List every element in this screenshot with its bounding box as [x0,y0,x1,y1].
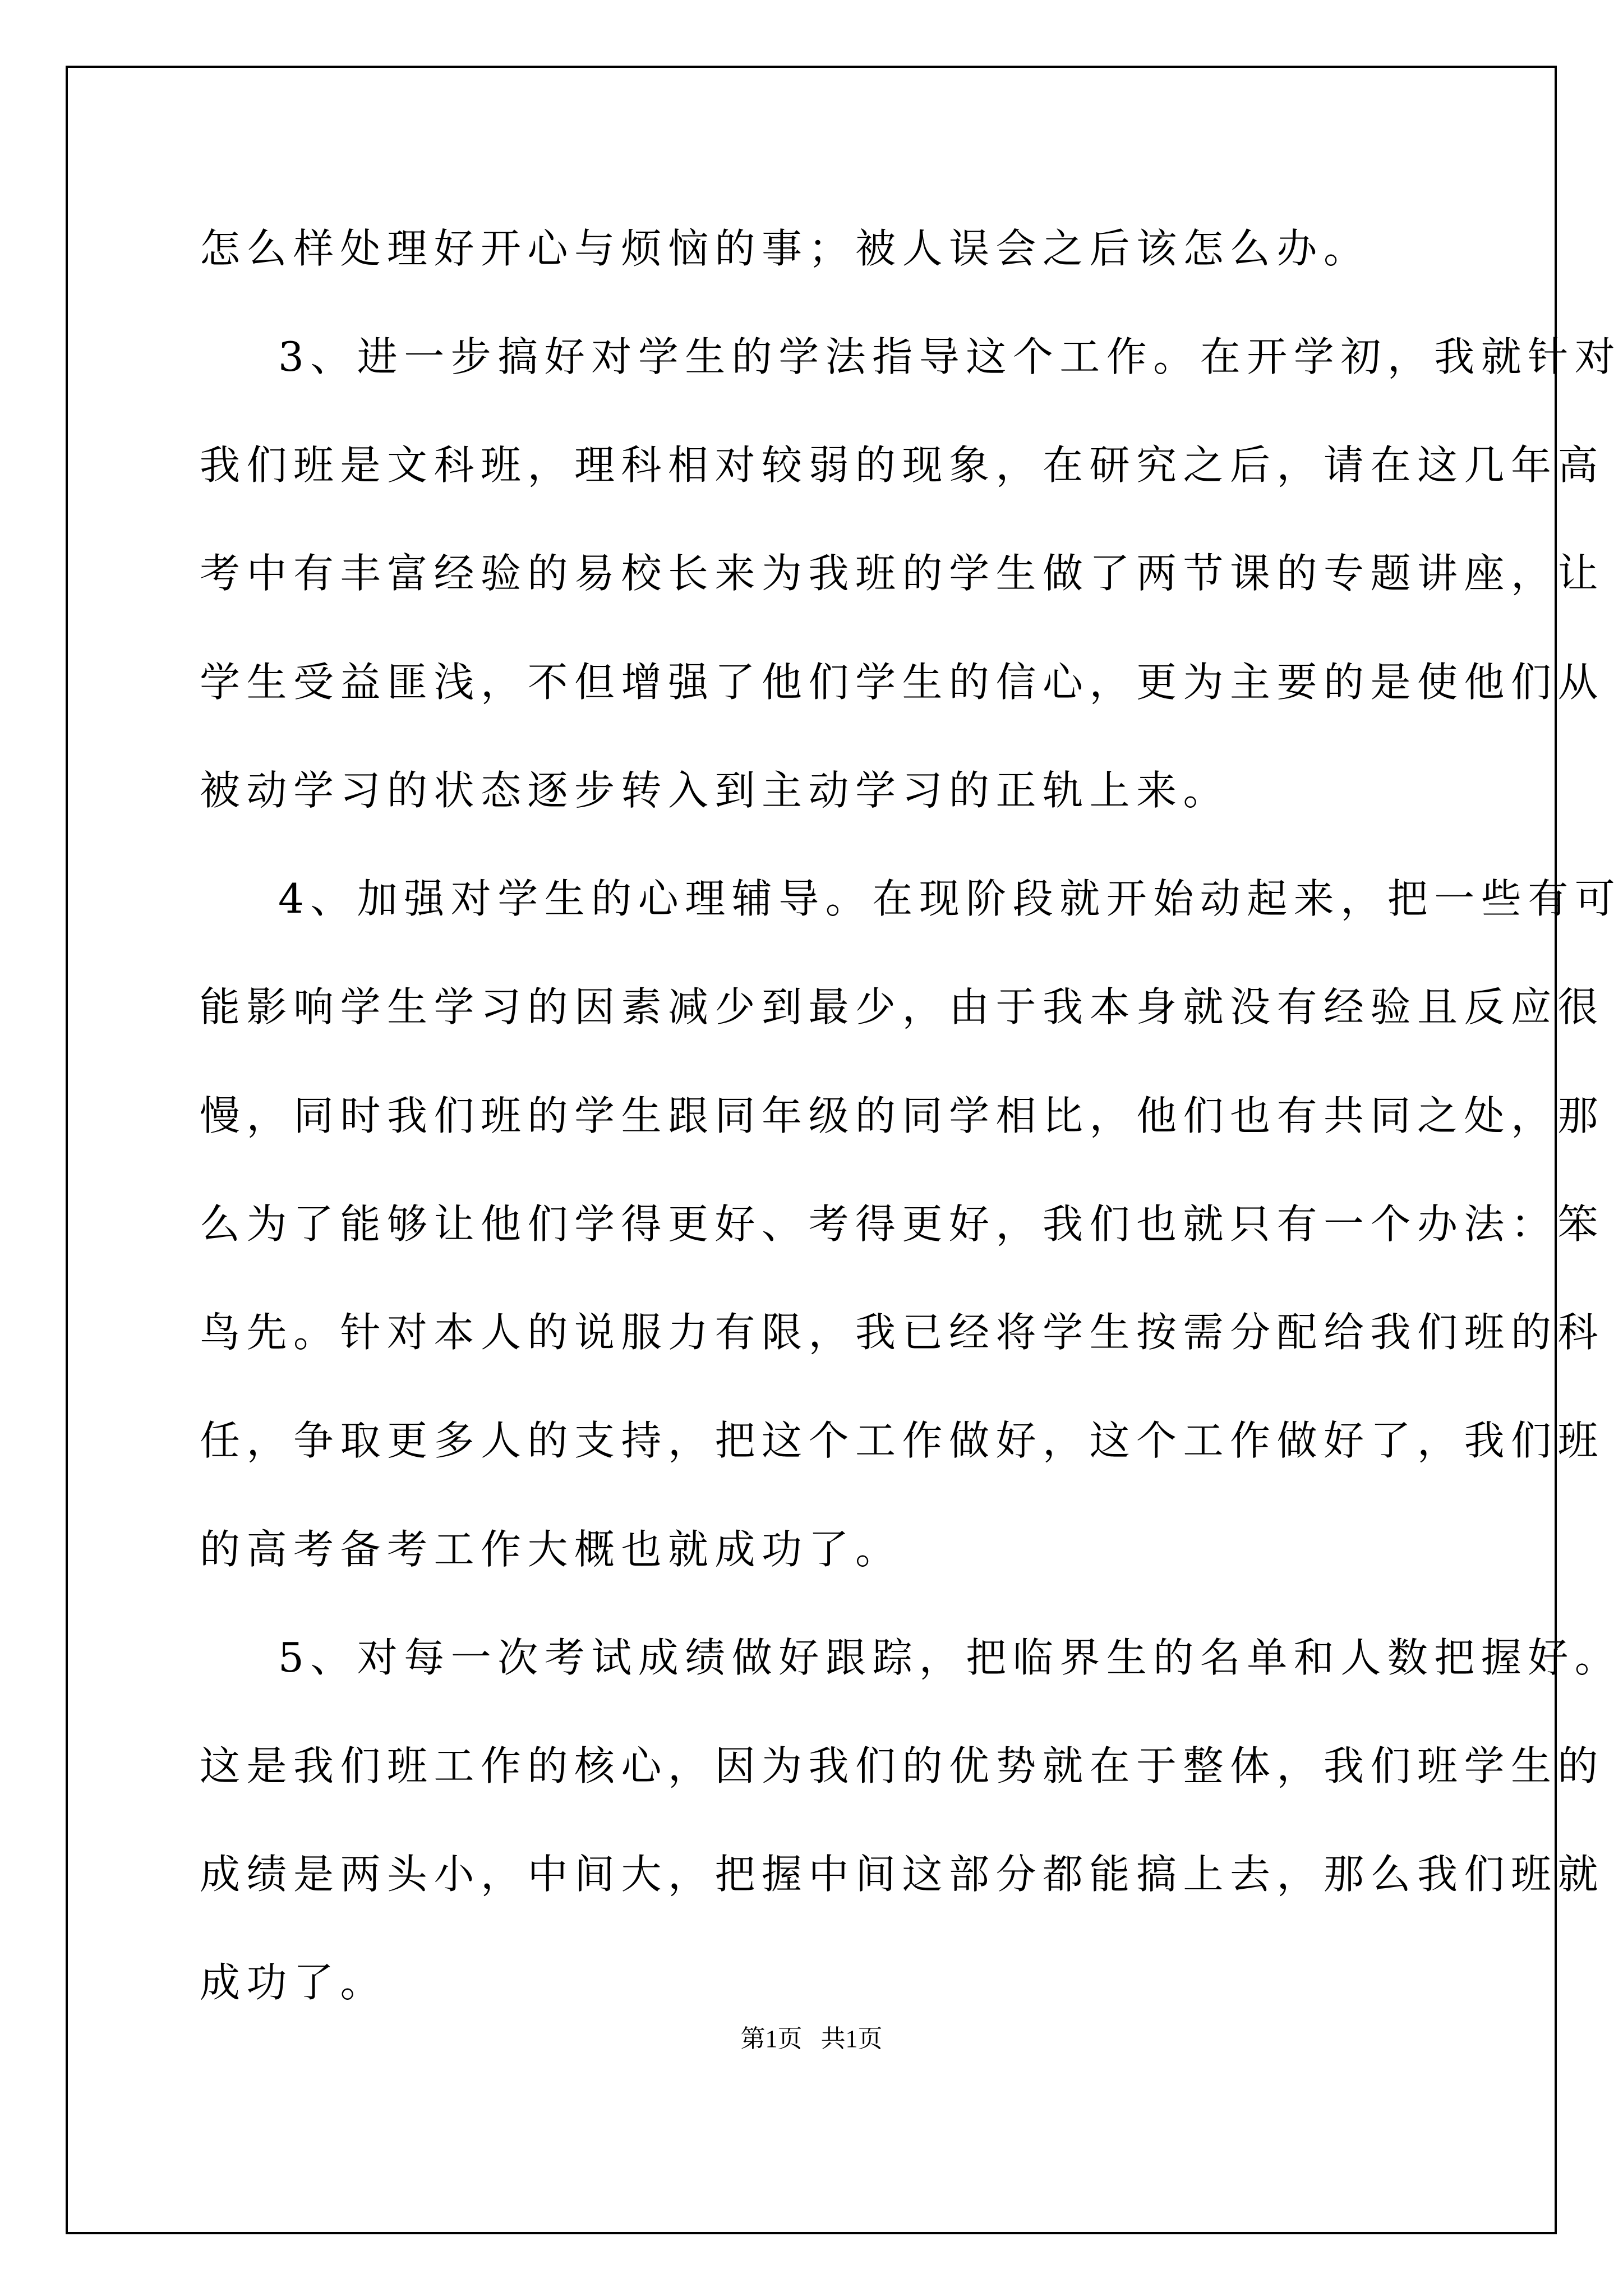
text-line: 任，争取更多人的支持，把这个工作做好，这个工作做好了，我们班 [200,1417,1605,1464]
page-number: 第1页 共1页 [740,2025,883,2053]
paragraph-4-line: 4、加强对学生的心理辅导。在现阶段就开始动起来，把一些有可 [278,875,1622,922]
text-line: 么为了能够让他们学得更好、考得更好，我们也就只有一个办法：笨 [200,1200,1605,1248]
text-line: 考中有丰富经验的易校长来为我班的学生做了两节课的专题讲座，让 [200,550,1605,597]
paragraph-5-line: 5、对每一次考试成绩做好跟踪，把临界生的名单和人数把握好。 [278,1634,1622,1681]
text-line: 成功了。 [200,1959,388,2006]
text-line: 这是我们班工作的核心，因为我们的优势就在于整体，我们班学生的 [200,1742,1605,1789]
text-line: 慢，同时我们班的学生跟同年级的同学相比，他们也有共同之处，那 [200,1092,1605,1139]
text-line: 成绩是两头小，中间大，把握中间这部分都能搞上去，那么我们班就 [200,1851,1605,1898]
paragraph-3-line: 3、进一步搞好对学生的学法指导这个工作。在开学初，我就针对 [278,333,1622,380]
text-line: 的高考备考工作大概也就成功了。 [200,1526,902,1573]
text-line: 被动学习的状态逐步转入到主动学习的正轨上来。 [200,767,1230,814]
text-line: 能影响学生学习的因素减少到最少，由于我本身就没有经验且反应很 [200,983,1605,1030]
text-line: 鸟先。针对本人的说服力有限，我已经将学生按需分配给我们班的科 [200,1309,1605,1356]
text-line: 学生受益匪浅，不但增强了他们学生的信心，更为主要的是使他们从 [200,659,1605,706]
text-line: 怎么样处理好开心与烦恼的事；被人误会之后该怎么办。 [200,225,1371,272]
page-border [66,66,1557,2234]
text-line: 我们班是文科班，理科相对较弱的现象，在研究之后，请在这几年高 [200,441,1605,489]
